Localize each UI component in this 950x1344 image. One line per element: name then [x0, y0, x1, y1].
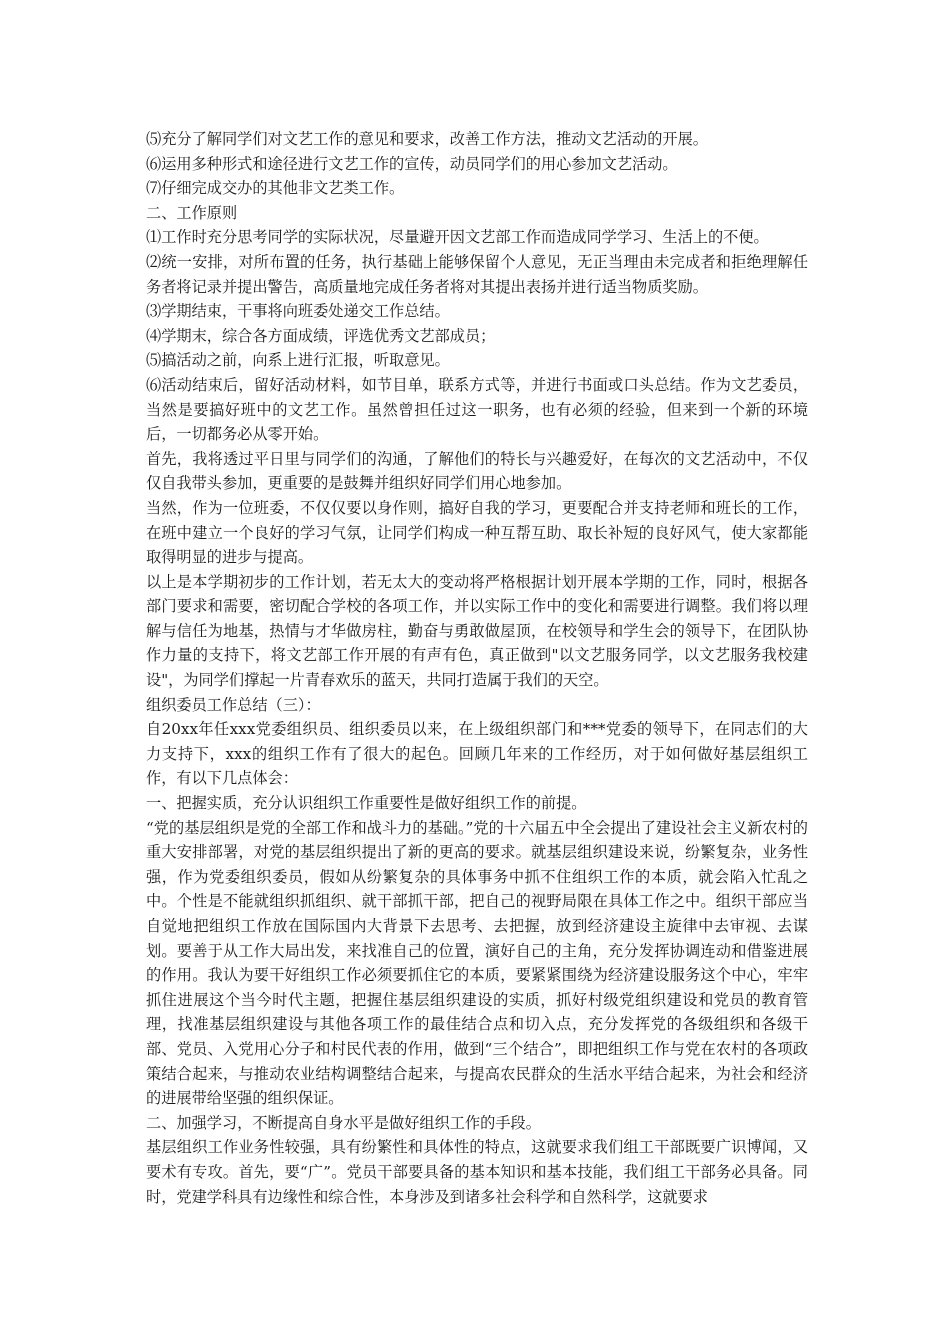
section-heading-work-principles: 二、工作原则 [146, 203, 238, 222]
paragraph-2: ⑹运用多种形式和途径进行文艺工作的宣传，动员同学们的用心参加文艺活动。 [146, 154, 678, 173]
paragraph-15: 自20xx年任xxx党委组织员、组织委员以来，在上级组织部门和***党委的领导下，在同志们的大力支持下，xxx的组织工作有了很大的起色。回顾几年来的工作经历，对于如何做好基层组织工作，有以下几点体会： [146, 720, 808, 788]
paragraph-6: ⑵统一安排，对所布置的任务，执行基础上能够保留个人意见，无正当理由未完成者和拒绝理解任务者将记录并提出警告，高质量地完成任务者将对其提出表扬并进行适当物质奖励。 [146, 252, 808, 296]
section-heading-one: 一、把握实质，充分认识组织工作重要性是做好组织工作的前提。 [146, 794, 587, 813]
paragraph-5: ⑴工作时充分思考同学的实际状况，尽量避开因文艺部工作而造成同学学习、生活上的不便。 [146, 228, 769, 247]
paragraph-10: ⑹活动结束后，留好活动材料，如节目单，联系方式等，并进行书面或口头总结。作为文艺委员，当然是要搞好班中的文艺工作。虽然曾担任过这一职务，也有必须的经验，但来到一个新的环境后，一切都务必从零开始。 [146, 375, 808, 444]
paragraph-13: 以上是本学期初步的工作计划，若无太大的变动将严格根据计划开展本学期的工作，同时，根据各部门要求和需要，密切配合学校的各项工作，并以实际工作中的变化和需要进行调整。我们将以理解与信任为地基，热情与才华做房柱，勤奋与勇敢做屋顶，在校领导和学生会的领导下，在团队协作力量的支持下，将文艺部工作开展的有声有色，真正做到"以文艺服务同学，以文艺服务我校建设"，为同学们撑起一片青春欢乐的蓝天，共同打造属于我们的天空。 [146, 572, 808, 690]
document-body [146, 127, 808, 1209]
paragraph-17: “党的基层组织是党的全部工作和战斗力的基础。”党的十六届五中全会提出了建设社会主义新农村的重大安排部署，对党的基层组织提出了新的更高的要求。就基层组织建设来说，纷繁复杂，业务性强，作为党委组织委员，假如从纷繁复杂的具体事务中抓不住组织工作的本质，就会陷入忙乱之中。个性是不能就组织抓组织、就干部抓干部，把自己的视野局限在具体工作之中。组织干部应当自觉地把组织工作放在国际国内大背景下去思考、去把握，放到经济建设主旋律中去审视、去谋划。要善于从工作大局出发，来找准自己的位置，演好自己的主角，充分发挥协调连动和借鉴进展的作用。我认为要干好组织工作必须要抓住它的本质，要紧紧围绕为经济建设服务这个中心，牢牢抓住进展这个当今时代主题，把握住基层组织建设的实质，抓好村级党组织建设和党员的教育管理，找准基层组织建设与其他各项工作的最佳结合点和切入点，充分发挥党的各级组织和各级干部、党员、入党用心分子和村民代表的作用，做到“三个结合”，即把组织工作与党在农村的各项政策结合起来，与推动农业结构调整结合起来，与提高农民群众的生活水平结合起来，为社会和经济的进展带给坚强的组织保证。 [146, 818, 808, 1108]
paragraph-9: ⑸搞活动之前，向系上进行汇报，听取意见。 [146, 351, 450, 370]
paragraph-7: ⑶学期结束，干事将向班委处递交工作总结。 [146, 302, 450, 321]
paragraph-11: 首先，我将透过平日里与同学们的沟通，了解他们的特长与兴趣爱好，在每次的文艺活动中，不仅仅自我带头参加，更重要的是鼓舞并组织好同学们用心地参加。 [146, 449, 808, 493]
paragraph-1: ⑸充分了解同学们对文艺工作的意见和要求，改善工作方法，推动文艺活动的开展。 [146, 130, 708, 148]
paragraph-12: 当然，作为一位班委，不仅仅要以身作则，搞好自我的学习，更要配合并支持老师和班长的工作，在班中建立一个良好的学习气氛，让同学们构成一种互帮互助、取长补短的良好风气，使大家都能取得明显的进步与提高。 [146, 498, 808, 567]
paragraph-3: ⑺仔细完成交办的其他非文艺类工作。 [146, 179, 405, 198]
paragraph-19: 基层组织工作业务性较强，具有纷繁性和具体性的特点，这就要求我们组工干部既要广识博闻，又要术有专攻。首先，要“广”。党员干部要具备的基本知识和基本技能，我们组工干部务必具备。同时，党建学科具有边缘性和综合性，本身涉及到诸多社会科学和自然科学，这就要求 [146, 1138, 808, 1206]
section-heading-two: 二、加强学习，不断提高自身水平是做好组织工作的手段。 [146, 1113, 541, 1132]
section-title-summary-three: 组织委员工作总结（三）： [146, 695, 321, 714]
paragraph-8: ⑷学期末，综合各方面成绩，评选优秀文艺部成员； [146, 326, 496, 345]
